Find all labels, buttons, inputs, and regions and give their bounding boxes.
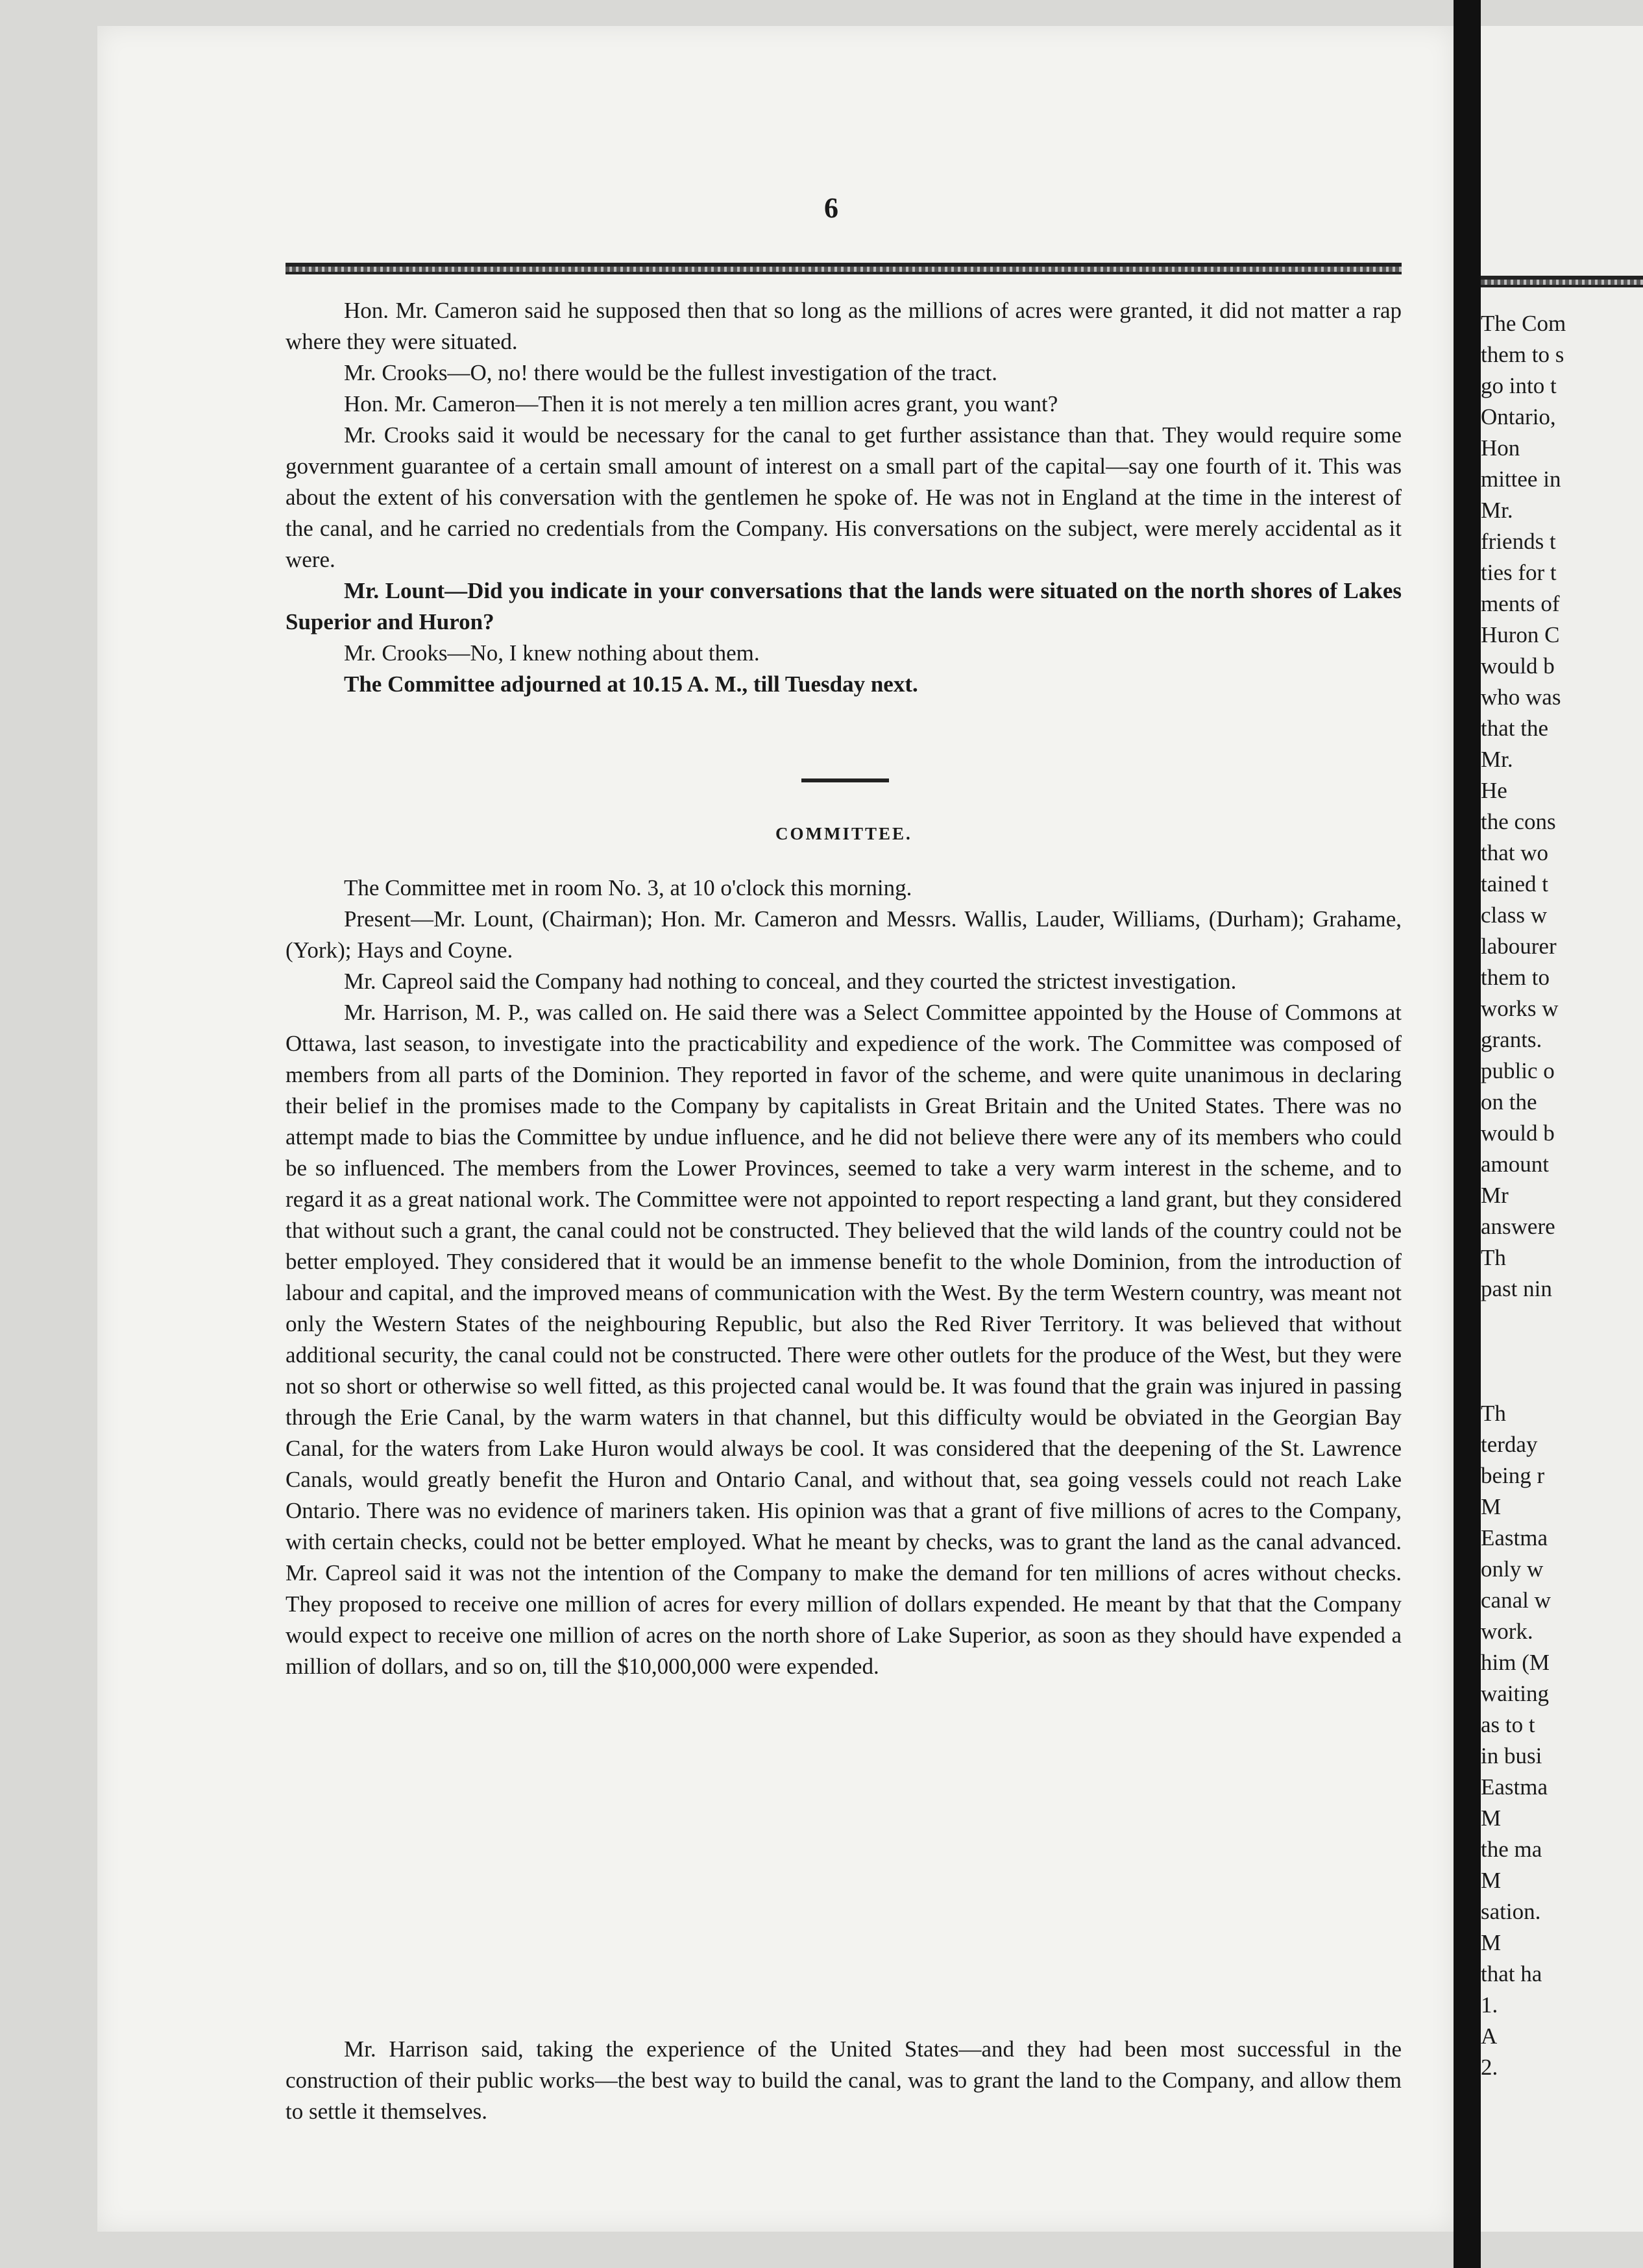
text-line-fragment: Th xyxy=(1481,1245,1506,1270)
text-line-fragment xyxy=(1481,1305,1637,1336)
section-crooks-testimony xyxy=(286,295,1402,700)
text-line-fragment: The Com xyxy=(1481,311,1566,336)
text-line-fragment: Eastma xyxy=(1481,1525,1548,1550)
text-line-fragment: tained t xyxy=(1481,871,1548,897)
text-line-fragment: would b xyxy=(1481,1120,1555,1146)
text-line-fragment xyxy=(1481,1336,1637,1367)
paragraph: Hon. Mr. Cameron said he supposed then that so long as the millions of acres were granted, it did not matter a rap where they were situated. xyxy=(286,298,1402,354)
paragraph: Mr. Capreol said the Company had nothing to conceal, and they courted the strictest investigation. xyxy=(344,969,1237,994)
text-line-fragment: them to xyxy=(1481,965,1550,990)
text-line-fragment: public o xyxy=(1481,1058,1555,1083)
text-line-fragment: labourer xyxy=(1481,934,1557,959)
text-line-fragment: only w xyxy=(1481,1556,1544,1582)
right-page-fragment xyxy=(1481,26,1643,2232)
text-line-fragment xyxy=(1481,1367,1637,1398)
text-line-fragment: that the xyxy=(1481,716,1548,741)
text-line-fragment: M xyxy=(1481,1868,1502,1893)
text-line-fragment: ments of xyxy=(1481,591,1560,616)
section-harrison-statement xyxy=(286,2034,1402,2127)
paragraph: Mr. Crooks—O, no! there would be the fullest investigation of the tract. xyxy=(344,360,998,385)
paragraph: Mr. Crooks—No, I knew nothing about them. xyxy=(344,640,760,666)
text-line-fragment: Eastma xyxy=(1481,1774,1548,1800)
header-rule xyxy=(1481,276,1643,287)
paragraph: Mr. Harrison said, taking the experience of the United States—and they had been most successful in the construction of their public works—the best way to build the canal, was to grant the land to the Company, and allow them to settle it themselves. xyxy=(286,2036,1402,2124)
text-line-fragment: sation. xyxy=(1481,1899,1541,1924)
text-line-fragment: Mr. xyxy=(1481,747,1513,772)
paragraph: Present—Mr. Lount, (Chairman); Hon. Mr. Cameron and Messrs. Wallis, Lauder, Williams, (Durham); Grahame, (York); Hays and Coyne. xyxy=(286,906,1402,963)
paragraph: The Committee adjourned at 10.15 A. M., till Tuesday next. xyxy=(344,671,918,697)
text-line-fragment: past nin xyxy=(1481,1276,1552,1301)
text-line-fragment: being r xyxy=(1481,1463,1545,1488)
book-gutter xyxy=(1454,0,1481,2268)
paragraph: Mr. Crooks said it would be necessary for the canal to get further assistance than that. They would require some government guarantee of a certain small amount of interest on a small part of the capital—say one fourth of it. This was about the extent of his conversation with the gentlemen he spoke of. He was not in England at the time in the interest of the canal, and he carried no credentials from the Company. His conversations on the subject, were merely accidental as it were. xyxy=(286,422,1402,572)
text-line-fragment: them to s xyxy=(1481,342,1564,367)
text-line-fragment: who was xyxy=(1481,684,1561,710)
text-line-fragment: amount xyxy=(1481,1152,1549,1177)
right-page-text xyxy=(1481,308,1637,2083)
paragraph: Mr. Lount—Did you indicate in your conversations that the lands were situated on the north shores of Lakes Superior and Huron? xyxy=(286,578,1402,634)
text-line-fragment: on the xyxy=(1481,1089,1537,1115)
text-line-fragment: ties for t xyxy=(1481,560,1557,585)
text-line-fragment: the cons xyxy=(1481,809,1556,834)
text-line-fragment: that wo xyxy=(1481,840,1549,865)
paragraph: The Committee met in room No. 3, at 10 o'clock this morning. xyxy=(344,875,912,900)
text-line-fragment: mittee in xyxy=(1481,466,1561,492)
text-line-fragment: in busi xyxy=(1481,1743,1542,1768)
text-line-fragment: as to t xyxy=(1481,1712,1535,1737)
section-divider xyxy=(801,778,889,782)
text-line-fragment: answere xyxy=(1481,1214,1555,1239)
header-rule xyxy=(286,263,1402,274)
paragraph: Hon. Mr. Cameron—Then it is not merely a ten million acres grant, you want? xyxy=(344,391,1058,416)
text-line-fragment: waiting xyxy=(1481,1681,1549,1706)
text-line-fragment: the ma xyxy=(1481,1837,1542,1862)
text-line-fragment: that ha xyxy=(1481,1961,1542,1986)
text-line-fragment: Hon xyxy=(1481,435,1520,461)
text-line-fragment: would b xyxy=(1481,653,1555,679)
section-committee-proceedings xyxy=(286,873,1402,1682)
text-line-fragment: M xyxy=(1481,1930,1502,1955)
text-line-fragment: Huron C xyxy=(1481,622,1560,647)
text-line-fragment: go into t xyxy=(1481,373,1557,398)
text-line-fragment: Mr. xyxy=(1481,498,1513,523)
page-number: 6 xyxy=(824,192,838,224)
text-line-fragment: Th xyxy=(1481,1401,1506,1426)
text-line-fragment: terday xyxy=(1481,1432,1538,1457)
paragraph: Mr. Harrison, M. P., was called on. He said there was a Select Committee appointed by the House of Commons at Ottawa, last season, to investigate into the practicability and expedience of the work. The Committee was composed of members from all parts of the Dominion. They reported in favor of the scheme, and were quite unanimous in declaring their belief in the promises made to the Company by capitalists in Great Britain and the United States. There was no attempt made to bias the Committee by undue influence, and he did not believe there were any of its members who could be so influenced. The members from the Lower Provinces, seemed to take a very warm interest in the scheme, and to regard it as a great national work. The Committee were not appointed to report respecting a land grant, but they considered that without such a grant, the canal could not be constructed. They believed that the wild lands of the country could not be better employed. They considered that it would be an immense benefit to the whole Dominion, from the introduction of labour and capital, and the improved means of communication with the West. By the term Western country, was meant not only the Western States of the neighbouring Republic, but also the Red River Territory. It was believed that without additional security, the canal could not be constructed. There were other outlets for the produce of the West, but they were not so short or otherwise so well fitted, as this projected canal would be. It was found that the grain was injured in passing through the Erie Canal, by the warm waters in that channel, but this difficulty would be obviated in the Georgian Bay Canal, for the waters from Lake Huron would always be cool. It was considered that the deepening of the St. Lawrence Canals, would greatly benefit the Huron and Ontario Canal, and without that, sea going vessels could not reach Lake Ontario. There was no evidence of mariners taken. His opinion was that a grant of five millions of acres to the Company, with certain checks, could not be better employed. What he meant by checks, was to grant the land as the canal advanced. Mr. Capreol said it was not the intention of the Company to make the demand for ten millions of acres without checks. They proposed to receive one million of acres for every million of dollars expended. He meant by that that the Company would expect to receive one million of acres on the north shore of Lake Superior, as soon as they should have expended a million of dollars, and so on, till the $10,000,000 were expended. xyxy=(286,1000,1402,1679)
text-line-fragment: work. xyxy=(1481,1619,1533,1644)
text-line-fragment: friends t xyxy=(1481,529,1556,554)
text-line-fragment: Ontario, xyxy=(1481,404,1556,429)
text-line-fragment: M xyxy=(1481,1805,1502,1831)
text-line-fragment: 1. xyxy=(1481,1992,1498,2018)
text-line-fragment: canal w xyxy=(1481,1587,1551,1613)
text-line-fragment: Mr xyxy=(1481,1183,1509,1208)
text-line-fragment: A xyxy=(1481,2023,1498,2049)
text-line-fragment: class w xyxy=(1481,902,1548,928)
text-line-fragment: grants. xyxy=(1481,1027,1542,1052)
text-line-fragment: M xyxy=(1481,1494,1502,1519)
section-heading: COMMITTEE. xyxy=(775,824,912,843)
text-line-fragment: works w xyxy=(1481,996,1559,1021)
text-line-fragment: 2. xyxy=(1481,2055,1498,2080)
text-line-fragment: He xyxy=(1481,778,1507,803)
text-line-fragment: him (M xyxy=(1481,1650,1550,1675)
